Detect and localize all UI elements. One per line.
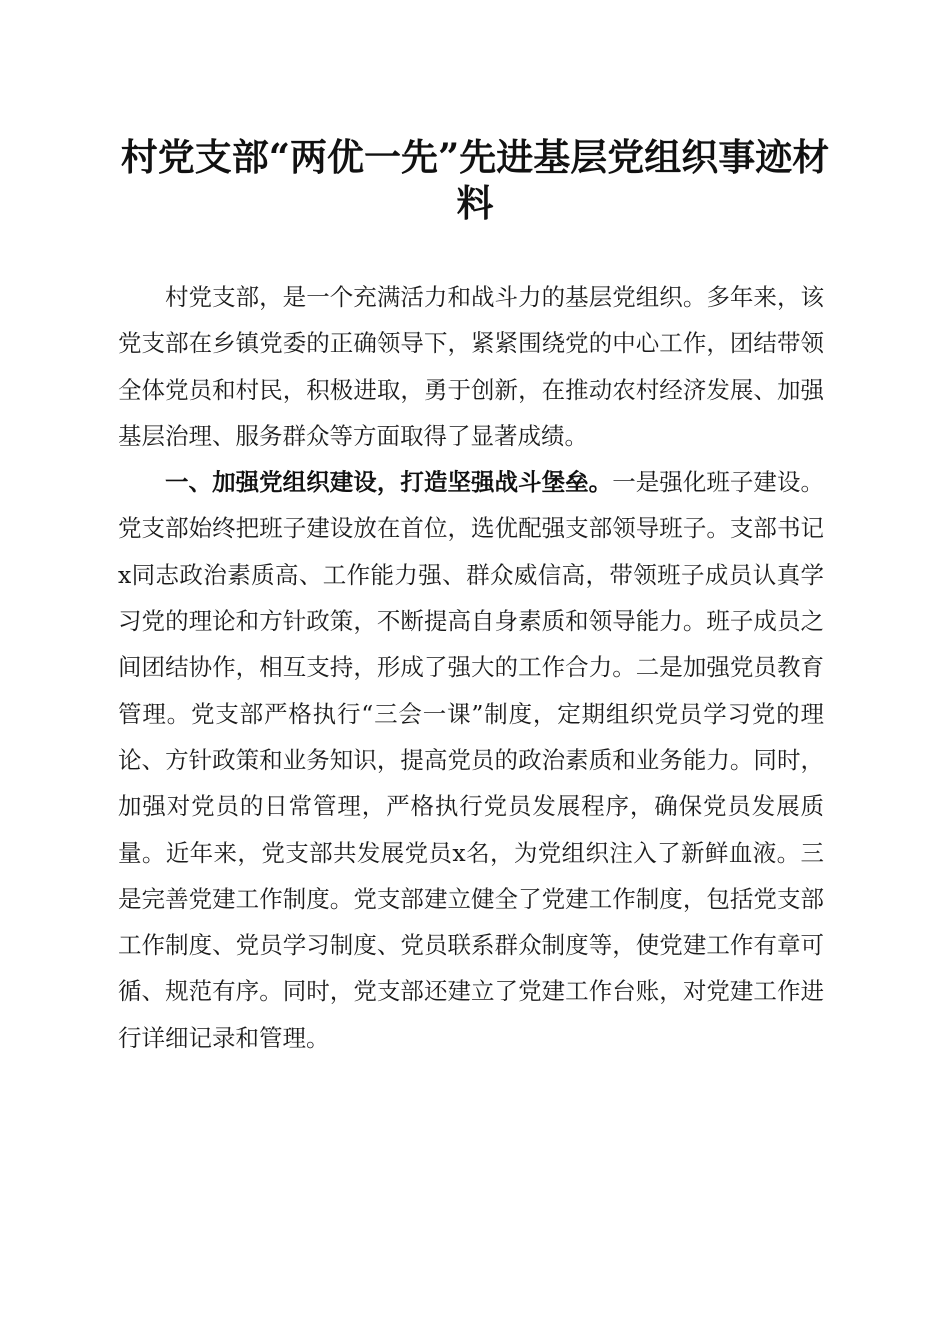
intro-paragraph: 村党支部，是一个充满活力和战斗力的基层党组织。多年来，该党支部在乡镇党委的正确领导下，紧紧围绕党的中心工作，团结带领全体党员和村民，积极进取，勇于创新，在推动农村经济发展、加强基层治理、服务群众等方面取得了显著成绩。	[118, 283, 824, 450]
section-body: 一是强化班子建设。党支部始终把班子建设放在首位，选优配强支部领导班子。支部书记x同志政治素质高、工作能力强、群众威信高，带领班子成员认真学习党的理论和方针政策，不断提高自身素质和领导能力。班子成员之间团结协作，相互支持，形成了强大的工作合力。二是加强党员教育管理。党支部严格执行“三会一课”制度，定期组织党员学习党的理论、方针政策和业务知识，提高党员的政治素质和业务能力。同时，加强对党员的日常管理，严格执行党员发展程序，确保党员发展质量。近年来，党支部共发展党员x名，为党组织注入了新鲜血液。三是完善党建工作制度。党支部建立健全了党建工作制度，包括党支部工作制度、党员学习制度、党员联系群众制度等，使党建工作有章可循、规范有序。同时，党支部还建立了党建工作台账，对党建工作进行详细记录和管理。	[118, 468, 824, 1052]
section-paragraph	[118, 459, 824, 1061]
document-title: 村党支部“两优一先”先进基层党组织事迹材料	[120, 135, 830, 225]
section-heading: 一、加强党组织建设，打造坚强战斗堡垒。	[165, 468, 613, 497]
document-body	[118, 274, 824, 1061]
